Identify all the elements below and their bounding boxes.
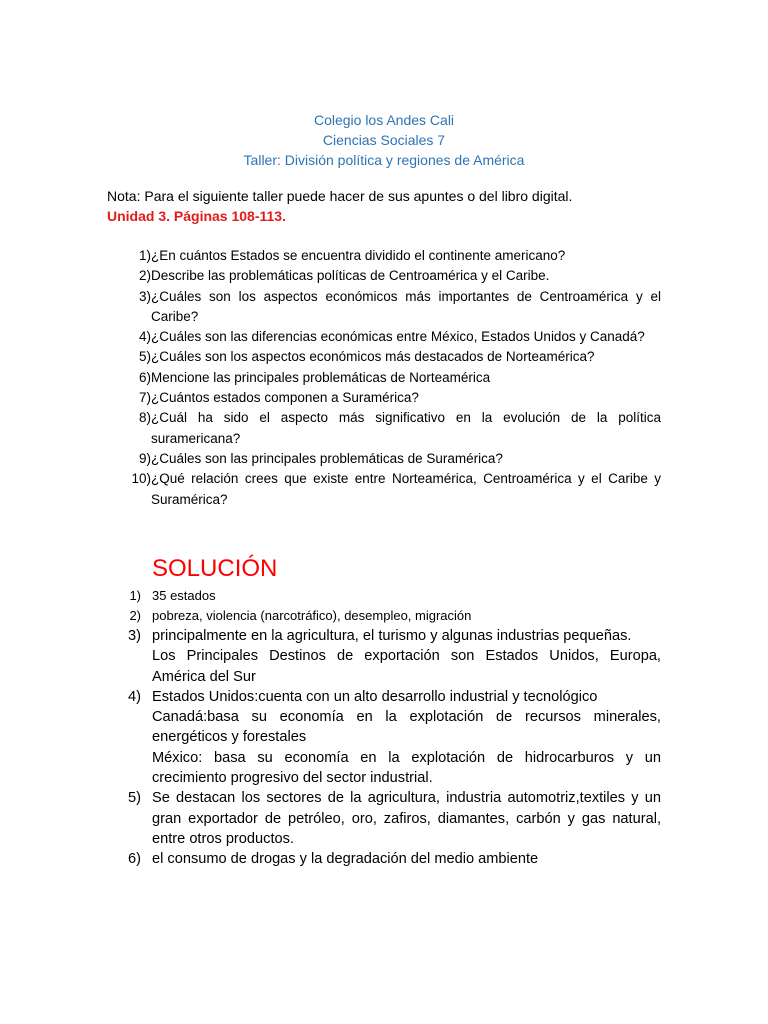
unit-reference: Unidad 3. Páginas 108-113. [107,208,286,224]
workshop-title: Taller: División política y regiones de América [243,152,525,168]
course-name: Ciencias Sociales 7 [322,132,446,148]
answer-number: 1) [129,588,141,603]
list-item [107,246,661,266]
question-number: 5) [138,349,151,365]
question-text: ¿Qué relación crees que existe entre Norteamérica, Centroamérica y el Caribe y Suramérica? [151,471,661,507]
list-item [107,287,661,328]
list-item [107,449,661,469]
answer-number: 3) [128,628,141,644]
answer-list [107,586,661,870]
question-number: 2) [138,268,151,284]
question-number: 6) [138,369,151,385]
answer-line: México: basa su economía en la explotación de hidrocarburos y un crecimiento progresivo del sector industrial. [152,749,661,787]
question-number: 10) [131,471,151,487]
answer-text: el consumo de drogas y la degradación del medio ambiente [152,851,539,868]
list-item [107,347,661,367]
question-list [107,246,661,510]
question-number: 7) [138,390,151,406]
question-text: Describe las problemáticas políticas de Centroamérica y el Caribe. [151,268,550,284]
answer-line: Estados Unidos:cuenta con un alto desarrollo industrial y tecnológico [152,688,598,705]
question-text: ¿Cuál ha sido el aspecto más significativo en la evolución de la política suramericana? [151,410,661,446]
answer-line: principalmente en la agricultura, el turismo y algunas industrias pequeñas. [152,628,632,644]
answer-number: 5) [128,790,141,807]
list-item [107,388,661,408]
list-item [107,469,661,510]
answer-text: pobreza, violencia (narcotráfico), desempleo, migración [152,608,472,623]
school-name: Colegio los Andes Cali [313,112,455,128]
answer-line: Los Principales Destinos de exportación son Estados Unidos, Europa, América del Sur [152,648,661,685]
answer-number: 6) [128,851,141,868]
question-text: Mencione las principales problemáticas de Norteamérica [151,369,491,385]
question-number: 9) [138,450,151,466]
list-item [107,266,661,286]
answer-number: 2) [129,608,141,623]
list-item [107,368,661,388]
answer-text: 35 estados [152,588,216,603]
question-number: 4) [138,329,151,345]
list-item [107,687,661,788]
list-item [107,626,661,687]
question-text: ¿Cuáles son los aspectos económicos más destacados de Norteamérica? [151,349,595,365]
question-text: ¿Cuáles son las diferencias económicas entre México, Estados Unidos y Canadá? [151,329,645,345]
question-number: 3) [138,288,151,304]
question-number: 8) [138,410,151,426]
list-item [107,586,661,606]
question-text: ¿Cuántos estados componen a Suramérica? [151,390,419,406]
list-item [107,327,661,347]
answer-number: 4) [128,688,141,705]
solution-heading: SOLUCIÓN [152,555,278,582]
list-item [107,849,661,869]
question-text: ¿Cuáles son los aspectos económicos más importantes de Centroamérica y el Caribe? [151,288,661,324]
list-item [107,408,661,449]
document-header [0,110,768,170]
list-item [107,788,661,849]
question-text: ¿Cuáles son las principales problemáticas de Suramérica? [151,450,503,466]
question-number: 1) [138,248,151,263]
question-text: ¿En cuántos Estados se encuentra dividido el continente americano? [151,248,566,263]
answer-text [152,626,661,687]
list-item [107,606,661,626]
answer-line: Canadá:basa su economía en la explotación de recursos minerales, energéticos y forestales [152,709,661,746]
answer-text [152,687,661,788]
answer-text: Se destacan los sectores de la agricultura, industria automotriz,textiles y un gran exportador de petróleo, oro, zafiros, diamantes, carbón y gas natural, entre otros productos. [152,790,661,847]
note-text: Nota: Para el siguiente taller puede hacer de sus apuntes o del libro digital. [107,188,573,204]
